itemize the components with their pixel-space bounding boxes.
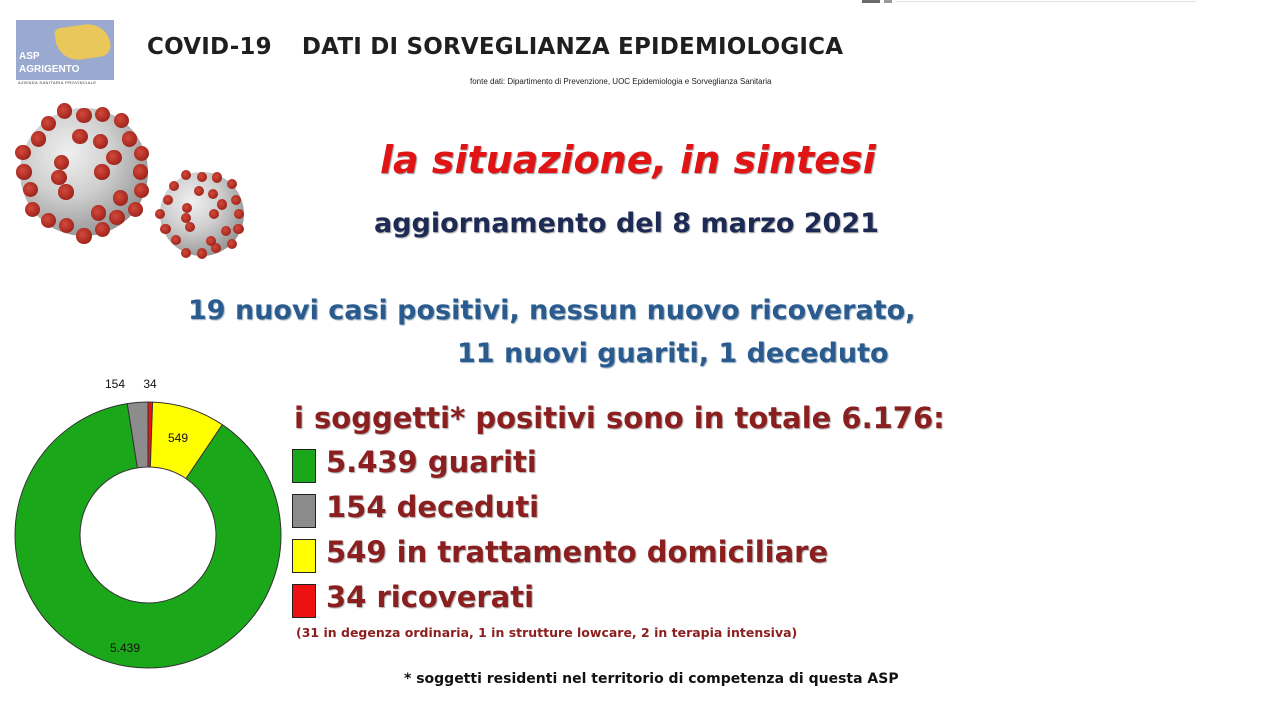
virus-spike (169, 181, 179, 191)
virus-spike (15, 145, 30, 160)
virus-spike (134, 146, 149, 161)
virus-spike (160, 224, 170, 234)
header-covid: COVID-19 (147, 34, 272, 60)
logo-line-3: AZIENDA SANITARIA PROVINCIALE (18, 80, 97, 85)
virus-spike (233, 224, 243, 234)
virus-spike (23, 182, 38, 197)
virus-spike (163, 195, 173, 205)
virus-spike (155, 209, 165, 219)
legend-label: 5.439 guariti (326, 445, 537, 479)
virus-spike (25, 202, 40, 217)
virus-spike (181, 170, 191, 180)
top-strip-mark (862, 0, 880, 3)
virus-spike (106, 150, 121, 165)
virus-spike (128, 202, 143, 217)
donut-chart-svg (0, 370, 300, 700)
virus-spike (114, 113, 129, 128)
total-positive: i soggetti* positivi sono in totale 6.176: (294, 401, 945, 435)
virus-spike (181, 213, 191, 223)
coronavirus-illustration (20, 108, 148, 236)
virus-spike (93, 134, 108, 149)
logo-line-1: ASP (19, 51, 40, 62)
virus-spike (59, 218, 74, 233)
legend-item-guariti (292, 445, 812, 485)
virus-spike (171, 235, 181, 245)
virus-spike (181, 248, 191, 258)
page-header (147, 34, 843, 60)
donut-label-guariti: 5.439 (109, 641, 141, 655)
legend-item-deceduti (292, 490, 812, 530)
virus-spike (57, 103, 72, 118)
asp-agrigento-logo (16, 20, 114, 86)
virus-spike (234, 209, 244, 219)
daily-news-line-1: 19 nuovi casi positivi, nessun nuovo ricoverato, (188, 295, 916, 326)
virus-spike (41, 213, 56, 228)
virus-spike (185, 222, 195, 232)
top-edge-strip (862, 0, 1202, 4)
hospitalized-detail: (31 in degenza ordinaria, 1 in strutture lowcare, 2 in terapia intensiva) (296, 625, 798, 640)
header-title: DATI DI SORVEGLIANZA EPIDEMIOLOGICA (301, 34, 844, 60)
virus-spike (231, 195, 241, 205)
logo-line-2: AGRIGENTO (19, 64, 80, 75)
virus-spike (227, 239, 237, 249)
donut-label-ricoverati: 34 (143, 377, 157, 391)
virus-spike (54, 155, 69, 170)
virus-spike (95, 222, 110, 237)
summary-title: la situazione, in sintesi (380, 138, 876, 182)
legend-item-domiciliare (292, 535, 829, 575)
coronavirus-illustration-small (160, 172, 244, 256)
virus-spike (197, 172, 207, 182)
virus-spike (58, 184, 73, 199)
top-strip-mark (884, 0, 892, 3)
virus-spike (41, 116, 56, 131)
virus-spike (91, 205, 106, 220)
update-date: aggiornamento del 8 marzo 2021 (374, 208, 879, 239)
donut-label-deceduti: 154 (104, 377, 126, 391)
legend-swatch-red (292, 584, 316, 618)
virus-spike (94, 164, 109, 179)
virus-spike (194, 186, 204, 196)
virus-spike (133, 164, 148, 179)
virus-spike (122, 131, 137, 146)
top-strip-line (896, 1, 1196, 2)
virus-spike (221, 226, 231, 236)
sicily-map-icon (54, 21, 112, 62)
virus-spike (76, 228, 91, 243)
data-source-note: fonte dati: Dipartimento di Prevenzione, UOC Epidemiologia e Sorveglianza Sanitaria (470, 77, 772, 86)
virus-spike (209, 209, 219, 219)
virus-spike (217, 199, 227, 209)
virus-spike (113, 190, 128, 205)
virus-spike (134, 183, 149, 198)
virus-spike (76, 108, 91, 123)
virus-spike (51, 170, 66, 185)
virus-spike (212, 172, 222, 182)
virus-spike (182, 203, 192, 213)
legend-label: 549 in trattamento domiciliare (326, 535, 829, 569)
virus-spike (72, 129, 87, 144)
legend-label: 154 deceduti (326, 490, 540, 524)
virus-spike (197, 248, 207, 258)
footnote: * soggetti residenti nel territorio di competenza di questa ASP (404, 671, 899, 687)
virus-spike (95, 107, 110, 122)
virus-spike (227, 179, 237, 189)
virus-spike (208, 189, 218, 199)
donut-chart (0, 370, 300, 700)
legend-item-ricoverati (292, 580, 812, 620)
donut-label-in-trattamento-domiciliare: 549 (167, 431, 189, 445)
virus-spike (109, 210, 124, 225)
legend-swatch-green (292, 449, 316, 483)
virus-spike (31, 131, 46, 146)
logo-background (16, 20, 114, 80)
legend-swatch-grey (292, 494, 316, 528)
legend-label: 34 ricoverati (326, 580, 535, 614)
legend-swatch-yellow (292, 539, 316, 573)
daily-news-line-2: 11 nuovi guariti, 1 deceduto (457, 338, 889, 369)
virus-spike (16, 164, 31, 179)
